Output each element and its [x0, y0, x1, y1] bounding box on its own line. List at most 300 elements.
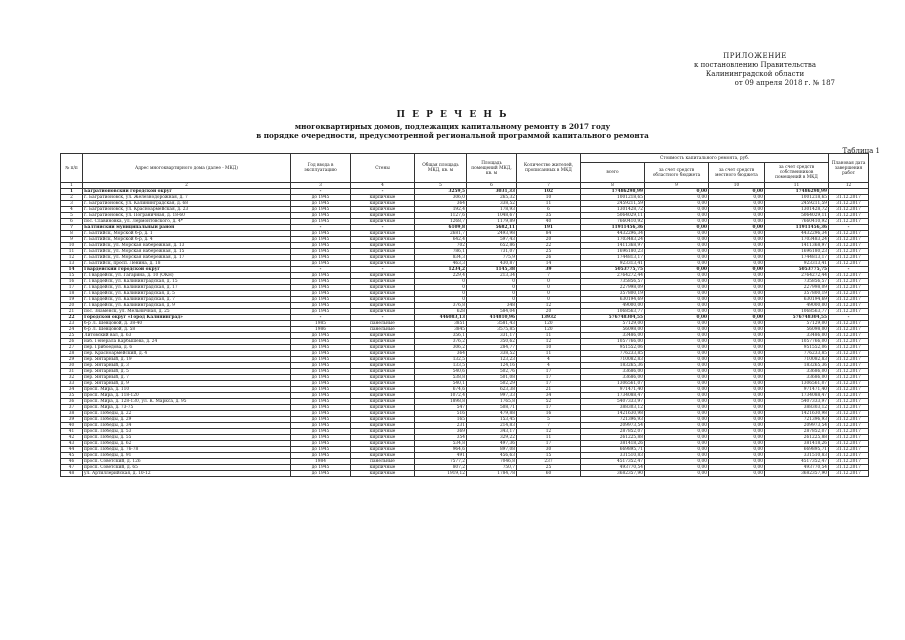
date-cell: 31.12.2017: [829, 327, 869, 333]
total-area-cell: 1234,2: [415, 267, 467, 273]
year-cell: 1984: [291, 459, 351, 465]
cost-total-cell: 7660410,92: [581, 219, 645, 225]
total-area-cell: 463,3: [415, 261, 467, 267]
address-cell: просп. Мира, д. 128-130, ул. К. Маркса, д. 95: [83, 399, 291, 405]
year-cell: до 1945: [291, 249, 351, 255]
rooms-area-cell: 348: [467, 303, 517, 309]
year-cell: до 1945: [291, 309, 351, 315]
cost-owners-cell: 57129,00: [765, 321, 829, 327]
cost-regional-cell: 0,00: [645, 327, 709, 333]
date-cell: 31.12.2017: [829, 393, 869, 399]
header-address: Адрес многоквартирного дома (далее - МКД): [83, 154, 291, 183]
cost-total-cell: 287852,07: [581, 429, 645, 435]
total-area-cell: 702: [415, 243, 467, 249]
cost-regional-cell: 0,00: [645, 225, 709, 231]
cost-local-cell: 0,00: [709, 321, 765, 327]
cost-total-cell: 630194,69: [581, 297, 645, 303]
document-subtitle: многоквартирных домов, подлежащих капитальному ремонту в 2017 году: [294, 122, 611, 131]
cost-total-cell: 33686,00: [581, 375, 645, 381]
column-number: 5: [415, 183, 467, 189]
residents-cell: 22: [517, 243, 581, 249]
cost-local-cell: 0,00: [709, 327, 765, 333]
row-number: 34: [61, 387, 83, 393]
residents-cell: 35: [517, 213, 581, 219]
year-cell: до 1945: [291, 237, 351, 243]
total-area-cell: 229,4: [415, 273, 467, 279]
column-number: 7: [517, 183, 581, 189]
total-area-cell: 0: [415, 279, 467, 285]
walls-cell: кирпичные: [351, 255, 415, 261]
address-cell: г. Багратионовск, ул. Калининградская, д. 68: [83, 201, 291, 207]
cost-local-cell: 0,00: [709, 393, 765, 399]
total-area-cell: 1072,4: [415, 393, 467, 399]
year-cell: до 1945: [291, 405, 351, 411]
cost-regional-cell: 0,00: [645, 351, 709, 357]
cost-total-cell: 735856,57: [581, 279, 645, 285]
rooms-area-cell: 501,08: [467, 375, 517, 381]
address-cell: г. Балтийск, просп. Ленина, д. 18: [83, 261, 291, 267]
residents-cell: 60: [517, 471, 581, 477]
header-cost-local: за счет средств местного бюджета: [709, 163, 765, 183]
total-area-cell: 807,2: [415, 465, 467, 471]
row-number: 19: [61, 297, 83, 303]
row-number: 22: [61, 315, 83, 321]
residents-cell: 17: [517, 405, 581, 411]
row-number: 28: [61, 351, 83, 357]
walls-cell: кирпичные: [351, 399, 415, 405]
cost-local-cell: 0,00: [709, 363, 765, 369]
rooms-area-cell: 338,52: [467, 351, 517, 357]
cost-local-cell: 0,00: [709, 225, 765, 231]
rooms-area-cell: 343,17: [467, 429, 517, 435]
walls-cell: кирпичные: [351, 291, 415, 297]
total-area-cell: 534,8: [415, 441, 467, 447]
cost-local-cell: 0,00: [709, 459, 765, 465]
rooms-area-cell: 178,93: [467, 207, 517, 213]
date-cell: 31.12.2017: [829, 429, 869, 435]
address-cell: пер. Янтарный, д. 7: [83, 375, 291, 381]
total-area-cell: 376,8: [415, 303, 467, 309]
total-area-cell: 364: [415, 351, 467, 357]
total-area-cell: 1127,6: [415, 213, 467, 219]
total-area-cell: 132,5: [415, 357, 467, 363]
total-area-cell: 540,1: [415, 381, 467, 387]
total-area-cell: 1898,8: [415, 399, 467, 405]
cost-local-cell: 0,00: [709, 255, 765, 261]
year-cell: до 1945: [291, 393, 351, 399]
residents-cell: 16: [517, 411, 581, 417]
cost-local-cell: 0,00: [709, 243, 765, 249]
row-number: 2: [61, 195, 83, 201]
walls-cell: кирпичные: [351, 417, 415, 423]
date-cell: 31.12.2017: [829, 465, 869, 471]
address-cell: просп. Победы, д. 62: [83, 441, 291, 447]
walls-cell: панельные: [351, 321, 415, 327]
cost-local-cell: 0,00: [709, 411, 765, 417]
date-cell: 31.12.2017: [829, 387, 869, 393]
total-area-cell: 540,6: [415, 369, 467, 375]
cost-local-cell: 0,00: [709, 195, 765, 201]
residents-cell: 15: [517, 453, 581, 459]
total-area-cell: 376,2: [415, 339, 467, 345]
cost-local-cell: 0,00: [709, 399, 765, 405]
total-area-cell: 538,8: [415, 375, 467, 381]
cost-total-cell: 710082,83: [581, 357, 645, 363]
cost-regional-cell: 0,00: [645, 429, 709, 435]
row-number: 32: [61, 375, 83, 381]
rooms-area-cell: 329,22: [467, 435, 517, 441]
residents-cell: 120: [517, 321, 581, 327]
address-cell: г. Балтийск, ул. Морская набережная, д. 15: [83, 249, 291, 255]
cost-owners-cell: 971471,40: [765, 387, 829, 393]
cost-owners-cell: 1068563,77: [765, 309, 829, 315]
cost-regional-cell: 0,00: [645, 249, 709, 255]
year-cell: до 1945: [291, 417, 351, 423]
total-area-cell: 0: [415, 291, 467, 297]
year-cell: до 1945: [291, 303, 351, 309]
rooms-area-cell: 502,29: [467, 381, 517, 387]
cost-local-cell: 0,00: [709, 207, 765, 213]
cost-local-cell: 0,00: [709, 345, 765, 351]
cost-regional-cell: 0,00: [645, 453, 709, 459]
cost-local-cell: 0,00: [709, 213, 765, 219]
address-cell: г. Гвардейск, ул. Калининградская, д. 15: [83, 279, 291, 285]
cost-owners-cell: 388303,12: [765, 405, 829, 411]
row-number: 15: [61, 273, 83, 279]
address-cell: г. Багратионовск, ул. Железнодорожная, д. 7: [83, 195, 291, 201]
cost-total-cell: 971471,40: [581, 387, 645, 393]
cost-total-cell: 1421630,98: [581, 411, 645, 417]
date-cell: -: [829, 267, 869, 273]
address-cell: г. Балтийск, ул. Морская набережная, д. 13: [83, 243, 291, 249]
total-area-cell: 231: [415, 423, 467, 429]
total-area-cell: 674,6: [415, 387, 467, 393]
cost-regional-cell: 0,00: [645, 375, 709, 381]
total-area-cell: 3845: [415, 327, 467, 333]
row-number: 35: [61, 393, 83, 399]
address-cell: наб. Генерала Карбышева, д. 24: [83, 339, 291, 345]
total-area-cell: 642,4: [415, 237, 467, 243]
cost-owners-cell: 1696180,23: [765, 249, 829, 255]
cost-local-cell: 0,00: [709, 333, 765, 339]
walls-cell: кирпичные: [351, 471, 415, 477]
cost-regional-cell: 0,00: [645, 207, 709, 213]
row-number: 46: [61, 459, 83, 465]
walls-cell: кирпичные: [351, 231, 415, 237]
year-cell: до 1945: [291, 207, 351, 213]
cost-total-cell: 1306561,07: [581, 381, 645, 387]
cost-regional-cell: 0,00: [645, 387, 709, 393]
residents-cell: 39: [517, 267, 581, 273]
rooms-area-cell: 7046,8: [467, 459, 517, 465]
cost-total-cell: 493770,54: [581, 465, 645, 471]
residents-cell: 17: [517, 369, 581, 375]
residents-cell: 0: [517, 285, 581, 291]
row-number: 30: [61, 363, 83, 369]
date-cell: 31.12.2017: [829, 375, 869, 381]
cost-owners-cell: 227998,09: [765, 285, 829, 291]
row-number: 48: [61, 471, 83, 477]
cost-regional-cell: 0,00: [645, 213, 709, 219]
walls-cell: кирпичные: [351, 369, 415, 375]
cost-owners-cell: 1744813,17: [765, 255, 829, 261]
year-cell: до 1945: [291, 471, 351, 477]
cost-total-cell: 3682357,90: [581, 471, 645, 477]
rooms-area-cell: 731,07: [467, 249, 517, 255]
year-cell: до 1945: [291, 363, 351, 369]
cost-owners-cell: 49000,00: [765, 303, 829, 309]
row-number: 6: [61, 219, 83, 225]
residents-cell: 10: [517, 345, 581, 351]
date-cell: 31.12.2017: [829, 261, 869, 267]
walls-cell: кирпичные: [351, 381, 415, 387]
date-cell: 31.12.2017: [829, 411, 869, 417]
walls-cell: кирпичные: [351, 405, 415, 411]
walls-cell: -: [351, 315, 415, 321]
residents-cell: 30: [517, 447, 581, 453]
rooms-area-cell: 1784,78: [467, 471, 517, 477]
rooms-area-cell: 1048,67: [467, 213, 517, 219]
cost-owners-cell: 56098,00: [765, 327, 829, 333]
cost-owners-cell: 630194,69: [765, 297, 829, 303]
header-cost-owners: за счет средств собственников помещений в МКД: [765, 163, 829, 183]
cost-total-cell: 357800,19: [581, 291, 645, 297]
rooms-area-cell: 0: [467, 285, 517, 291]
row-number: 25: [61, 333, 83, 339]
rooms-area-cell: 1765,8: [467, 399, 517, 405]
total-area-cell: 491: [415, 453, 467, 459]
walls-cell: кирпичные: [351, 309, 415, 315]
rooms-area-cell: 5682,11: [467, 225, 517, 231]
date-cell: 31.12.2017: [829, 471, 869, 477]
address-cell: г. Гвардейск, ул. Калининградская, д. 7: [83, 297, 291, 303]
year-cell: до 1945: [291, 423, 351, 429]
cost-total-cell: 331510,83: [581, 453, 645, 459]
cost-regional-cell: 0,00: [645, 369, 709, 375]
date-cell: 31.12.2017: [829, 333, 869, 339]
residents-cell: 237: [517, 459, 581, 465]
column-number: 4: [351, 183, 415, 189]
walls-cell: кирпичные: [351, 387, 415, 393]
walls-cell: кирпичные: [351, 303, 415, 309]
cost-regional-cell: 0,00: [645, 447, 709, 453]
walls-cell: кирпичные: [351, 357, 415, 363]
year-cell: до 1945: [291, 375, 351, 381]
address-cell: г. Багратионовск, ул. Пограничная, д. 18-60: [83, 213, 291, 219]
cost-regional-cell: 0,00: [645, 273, 709, 279]
cost-total-cell: 227998,09: [581, 285, 645, 291]
residents-cell: 20: [517, 309, 581, 315]
cost-total-cell: 5407333,97: [581, 399, 645, 405]
address-cell: просп. Мира, д. 118-120: [83, 393, 291, 399]
cost-total-cell: 1001218,65: [581, 195, 645, 201]
address-cell: г. Балтийск, ул. Морская набережная, д. 17: [83, 255, 291, 261]
year-cell: до 1945: [291, 201, 351, 207]
residents-cell: 4: [517, 363, 581, 369]
residents-cell: 12: [517, 429, 581, 435]
date-cell: 31.12.2017: [829, 405, 869, 411]
rooms-area-cell: 2493,98: [467, 231, 517, 237]
residents-cell: 120: [517, 327, 581, 333]
row-number: 27: [61, 345, 83, 351]
appendix-date: от 09 апреля 2018 г. № 187: [734, 79, 835, 87]
walls-cell: кирпичные: [351, 375, 415, 381]
year-cell: до 1945: [291, 441, 351, 447]
cost-total-cell: 1301428,72: [581, 207, 645, 213]
cost-total-cell: 576748304,55: [581, 315, 645, 321]
date-cell: 31.12.2017: [829, 357, 869, 363]
cost-total-cell: 1696180,23: [581, 249, 645, 255]
cost-regional-cell: 0,00: [645, 303, 709, 309]
date-cell: 31.12.2017: [829, 207, 869, 213]
cost-total-cell: 17486298,99: [581, 189, 645, 195]
row-number: 5: [61, 213, 83, 219]
address-cell: Гвардейский городской округ: [83, 267, 291, 273]
date-cell: 31.12.2017: [829, 195, 869, 201]
header-number: № п/п: [61, 154, 83, 183]
rooms-area-cell: 213,34: [467, 273, 517, 279]
cost-regional-cell: 0,00: [645, 315, 709, 321]
document-title: П Е Р Е Ч Е Н Ь: [396, 110, 509, 120]
cost-owners-cell: 493770,54: [765, 465, 829, 471]
walls-cell: кирпичные: [351, 207, 415, 213]
cost-local-cell: 0,00: [709, 381, 765, 387]
cost-owners-cell: 721396,93: [765, 417, 829, 423]
cost-owners-cell: 669895,71: [765, 447, 829, 453]
rooms-area-cell: 338,52: [467, 201, 517, 207]
walls-cell: кирпичные: [351, 261, 415, 267]
rooms-area-cell: 284,77: [467, 345, 517, 351]
rooms-area-cell: 502,76: [467, 369, 517, 375]
year-cell: до 1945: [291, 219, 351, 225]
cost-regional-cell: 0,00: [645, 459, 709, 465]
cost-local-cell: 0,00: [709, 219, 765, 225]
residents-cell: 191: [517, 225, 581, 231]
cost-owners-cell: 357800,19: [765, 291, 829, 297]
cost-owners-cell: 1734088,47: [765, 393, 829, 399]
header-rooms-area: Площадь помещений МКД, кв. м: [467, 154, 517, 183]
cost-owners-cell: 3682357,90: [765, 471, 829, 477]
row-number: 8: [61, 231, 83, 237]
total-area-cell: 6109,8: [415, 225, 467, 231]
walls-cell: кирпичные: [351, 465, 415, 471]
cost-local-cell: 0,00: [709, 297, 765, 303]
address-cell: пер. Янтарный, д. 9: [83, 381, 291, 387]
year-cell: до 1945: [291, 291, 351, 297]
year-cell: до 1945: [291, 429, 351, 435]
walls-cell: кирпичные: [351, 195, 415, 201]
cost-owners-cell: 5407333,97: [765, 399, 829, 405]
cost-owners-cell: 4517352,47: [765, 459, 829, 465]
date-cell: 31.12.2017: [829, 447, 869, 453]
year-cell: до 1945: [291, 273, 351, 279]
year-cell: до 1945: [291, 231, 351, 237]
cost-regional-cell: 0,00: [645, 189, 709, 195]
column-number: 3: [291, 183, 351, 189]
total-area-cell: 3259,5: [415, 189, 467, 195]
column-number: 6: [467, 183, 517, 189]
row-number: 9: [61, 237, 83, 243]
address-cell: просп. Победы, д. 29: [83, 417, 291, 423]
residents-cell: 7: [517, 273, 581, 279]
rooms-area-cell: 456,63: [467, 453, 517, 459]
cost-total-cell: 1744813,17: [581, 255, 645, 261]
cost-local-cell: 0,00: [709, 351, 765, 357]
residents-cell: 11: [517, 333, 581, 339]
header-date: Плановая дата завершения работ: [829, 154, 869, 183]
cost-local-cell: 0,00: [709, 423, 765, 429]
address-cell: просп. Победы, д. 53: [83, 429, 291, 435]
cost-regional-cell: 0,00: [645, 219, 709, 225]
column-number: 10: [709, 183, 765, 189]
address-cell: пос. Славиновка, ул. Лермонтовского, д. 4*: [83, 219, 291, 225]
cost-owners-cell: 33486,00: [765, 333, 829, 339]
cost-regional-cell: 0,00: [645, 423, 709, 429]
cost-total-cell: 951552,06: [581, 345, 645, 351]
cost-total-cell: 923313,41: [581, 261, 645, 267]
rooms-area-cell: 479,88: [467, 411, 517, 417]
rooms-area-cell: 597,43: [467, 237, 517, 243]
year-cell: до 1945: [291, 453, 351, 459]
cost-regional-cell: 0,00: [645, 267, 709, 273]
year-cell: до 1945: [291, 213, 351, 219]
row-number: 23: [61, 321, 83, 327]
header-residents: Количество жителей, прописанных в МКД: [517, 154, 581, 183]
row-number: 1: [61, 189, 83, 195]
total-area-cell: 7577,2: [415, 459, 467, 465]
walls-cell: кирпичные: [351, 393, 415, 399]
residents-cell: 17: [517, 375, 581, 381]
residents-cell: 11: [517, 435, 581, 441]
address-cell: б-р Л. Шевцовой, д. 58: [83, 327, 291, 333]
cost-local-cell: 0,00: [709, 285, 765, 291]
address-cell: г. Багратионовск, ул. Красноармейская, д. 23: [83, 207, 291, 213]
column-number: 12: [829, 183, 869, 189]
rooms-area-cell: 350,62: [467, 339, 517, 345]
date-cell: 31.12.2017: [829, 369, 869, 375]
row-number: 45: [61, 453, 83, 459]
cost-total-cell: 1057766,00: [581, 339, 645, 345]
cost-owners-cell: 951552,06: [765, 345, 829, 351]
date-cell: 31.12.2017: [829, 339, 869, 345]
cost-total-cell: 57129,00: [581, 321, 645, 327]
cost-total-cell: 381418,26: [581, 441, 645, 447]
rooms-area-cell: 3031,33: [467, 189, 517, 195]
date-cell: -: [829, 315, 869, 321]
rooms-area-cell: 623,38: [467, 387, 517, 393]
row-number: 17: [61, 285, 83, 291]
cost-owners-cell: 1411368,97: [765, 243, 829, 249]
cost-regional-cell: 0,00: [645, 417, 709, 423]
walls-cell: кирпичные: [351, 219, 415, 225]
total-area-cell: 364: [415, 201, 467, 207]
cost-owners-cell: 735856,57: [765, 279, 829, 285]
date-cell: 31.12.2017: [829, 441, 869, 447]
rooms-area-cell: 997,33: [467, 393, 517, 399]
residents-cell: 34: [517, 393, 581, 399]
year-cell: -: [291, 225, 351, 231]
rooms-area-cell: 1145,38: [467, 267, 517, 273]
date-cell: 31.12.2017: [829, 351, 869, 357]
cost-total-cell: 261225,88: [581, 435, 645, 441]
cost-local-cell: 0,00: [709, 279, 765, 285]
residents-cell: 17: [517, 381, 581, 387]
walls-cell: кирпичные: [351, 411, 415, 417]
cost-owners-cell: 576748304,55: [765, 315, 829, 321]
residents-cell: 6: [517, 207, 581, 213]
cost-regional-cell: 0,00: [645, 261, 709, 267]
year-cell: до 1945: [291, 243, 351, 249]
